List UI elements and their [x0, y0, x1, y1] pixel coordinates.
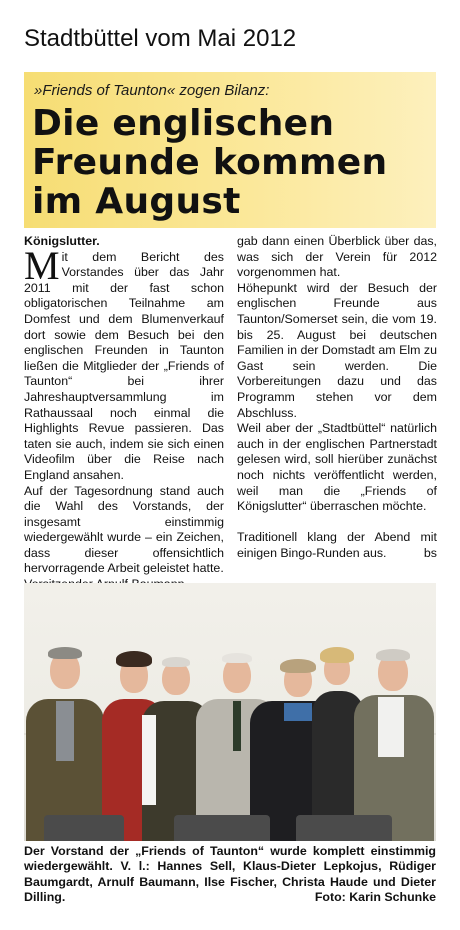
blouse — [284, 703, 312, 721]
article-paragraph: Weil aber der „Stadtbüttel“ natürlich auch in der englischen Partnerstadt gelesen wird, soll hierüber zunächst noch nichts veröffentlicht werden, weil man die „Friends of Königslutter“ überraschen möchte. — [237, 421, 437, 514]
headline-line: im August — [32, 181, 241, 222]
article-paragraph: Auf der Tagesordnung stand auch die Wahl des Vorstands, der insgesamt einstimmig wiedergewählt wurde – ein Zeichen, dass dieser offensichtlich hervorragende Arbeit geleistet hatte. — [24, 483, 224, 576]
chair-back — [44, 815, 124, 841]
caption-text: Der Vorstand der „Friends of Taunton“ wurde komplett einstimmig wiedergewählt. V. l.: Hannes Sell, Klaus-Dieter Lepkojus, Rüdiger Baumgardt, Arnulf Baumann, Ilse Fischer, Christa Haude und Dieter Dilling. — [24, 844, 436, 905]
article-paragraph — [237, 530, 437, 561]
hair — [280, 659, 316, 673]
tie — [233, 701, 241, 751]
article-paragraph — [24, 242, 224, 484]
drop-cap: M — [24, 242, 60, 288]
hair — [320, 647, 354, 663]
article-column-right — [237, 234, 437, 561]
headline-line: Freunde kommen — [32, 142, 388, 183]
photo-caption — [24, 844, 436, 906]
kicker: »Friends of Taunton« zogen Bilanz: — [34, 82, 270, 99]
headline-banner — [24, 72, 436, 228]
hair — [162, 657, 190, 667]
person-7 — [354, 647, 434, 841]
dateline: Königslutter. — [24, 234, 100, 248]
shirt — [378, 697, 404, 757]
hair — [222, 653, 252, 663]
chair-back — [296, 815, 392, 841]
shirt — [142, 715, 156, 805]
paragraph-text: Traditionell klang der Abend mit einigen Bingo-Runden aus. — [237, 530, 437, 560]
paragraph-text: it dem Bericht des Vorstandes über das Jahr 2011 mit der fast schon obligatorischen Teilnahme am Domfest und dem Blumenverkauf dort sowie dem Besuch bei den englischen Freunden in Taunton ließen die Mitglieder der „Friends of Taunton“ bei ihrer Jahreshauptversammlung im Rathaussaal noch einmal die Highlights Revue passieren. Das taten sie auch, indem sie sich einen Videofilm über die Reise nach England ansahen. — [24, 249, 224, 482]
headline-line: Die englischen — [32, 103, 335, 144]
group-photo — [24, 583, 436, 841]
chair-back — [174, 815, 270, 841]
photo-credit: Foto: Karin Schunke — [314, 890, 436, 905]
headline — [32, 104, 432, 221]
article-column-left — [24, 234, 224, 593]
article-paragraph: gab dann einen Überblick über das, was sich der Verein für 2012 vorgenommen hat. — [237, 234, 437, 280]
author-signature: bs — [423, 545, 437, 560]
hair — [48, 647, 82, 659]
person-1 — [26, 641, 104, 841]
masthead: Stadtbüttel vom Mai 2012 — [24, 25, 297, 52]
hair — [376, 649, 410, 661]
paragraph-gap — [237, 515, 437, 531]
article-paragraph: Höhepunkt wird der Besuch der englischen Freunde aus Taunton/Somerset sein, die vom 19. bis 25. August bei deutschen Familien in der Domstadt am Elm zu Gast sein werden. Die Vorbereitungen dazu und das Programm stehen vor dem Abschluss. — [237, 280, 437, 420]
shirt — [56, 701, 74, 761]
